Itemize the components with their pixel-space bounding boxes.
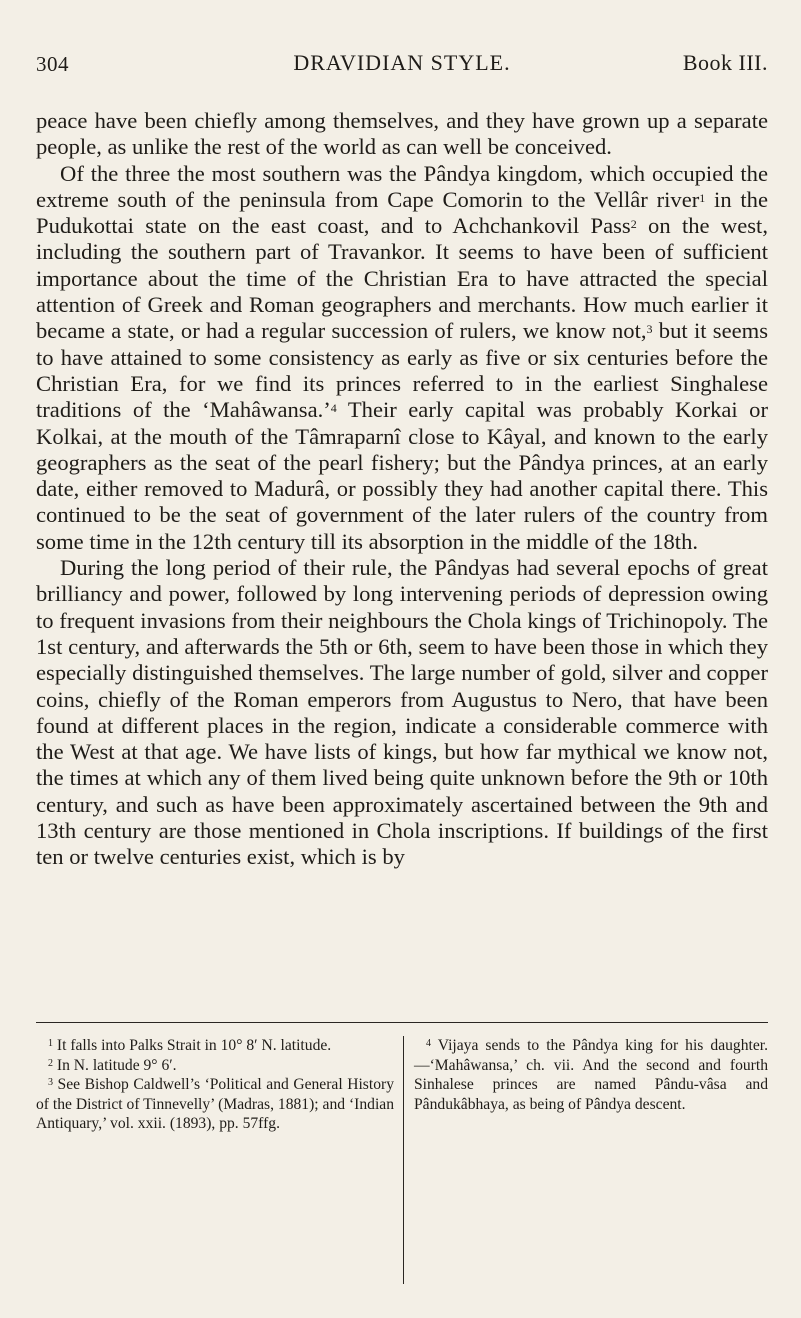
footnote-ref[interactable]: 3 — [646, 322, 653, 337]
running-head — [36, 44, 768, 84]
chapter-title: DRAVIDIAN STYLE. — [293, 50, 511, 75]
footnote-text: It falls into Palks Strait in 10° 8′ N. latitude. — [53, 1037, 332, 1054]
footnote-column-left — [36, 1036, 394, 1134]
footnote-text: See Bishop Caldwell’s ‘Political and General History of the District of Tinnevelly’ (Madras, 1881); and ‘Indian Antiquary,’ vol. xxii. (1893), pp. 57ffg. — [36, 1076, 394, 1132]
footnote-ref[interactable]: 1 — [699, 190, 706, 205]
footnote — [36, 1036, 394, 1056]
page-number: 304 — [36, 52, 69, 76]
footnote — [36, 1056, 394, 1076]
footnote-ref[interactable]: 4 — [330, 401, 337, 416]
footnote-ref[interactable]: 2 — [630, 217, 637, 232]
footnote — [414, 1036, 768, 1114]
paragraph — [36, 108, 768, 161]
paragraph-text: but it seems to have attained to some consistency as early as five or six centuries before the Christian Era, for we find its princes referred to in the earliest Singhalese traditions of the ‘Mahâwansa.’ — [36, 318, 769, 423]
footnote-mark: 2 — [48, 1057, 53, 1069]
footnote — [36, 1075, 394, 1134]
column-divider — [403, 1036, 404, 1284]
footnote-text: Vijaya sends to the Pândya king for his daughter.—‘Mahâwansa,’ ch. vii. And the second and fourth Sinhalese princes are named Pându-vâsa and Pândukâbhaya, as being of Pândya descent. — [414, 1037, 768, 1113]
footnote-mark: 1 — [48, 1038, 53, 1049]
footnote-mark: 4 — [426, 1038, 431, 1049]
body-text — [36, 108, 768, 871]
paragraph — [36, 161, 768, 555]
book-page — [36, 0, 768, 1318]
paragraph-text: peace have been chiefly among themselves, and they have grown up a separate people, as unlike the rest of the world as can well be conceived. — [36, 108, 768, 160]
paragraph-text: Of the three the most southern was the Pândya kingdom, which occupied the extreme south of the peninsula from Cape Comorin to the Vellâr river — [36, 160, 768, 212]
footnote-column-right — [414, 1036, 768, 1114]
paragraph-text: Their early capital was probably Korkai or Kolkai, at the mouth of the Tâmraparnî close to Kâyal, and known to the early geographers as the seat of the pearl fishery; but the Pândya princes, at an early date, either removed to Madurâ, or possibly they had another capital there. This continued to be the seat of government of the later rulers of the country from some time in the 12th century till its absorption in the middle of the 18th. — [36, 397, 768, 554]
paragraph-text: on the west, including the southern part of Travankor. It seems to have been of sufficient importance about the time of the Christian Era to have attracted the special attention of Greek and Roman geographers and merchants. How much earlier it became a state, or had a regular succession of rulers, we know not, — [36, 213, 768, 344]
footnote-text: In N. latitude 9° 6′. — [53, 1056, 177, 1074]
book-label: Book III. — [682, 50, 768, 75]
paragraph-text: in the Pudukottai state on the east coast, and to Achchankovil Pass — [36, 186, 768, 239]
paragraph-text: During the long period of their rule, the Pândyas had several epochs of great brilliancy and power, followed by long intervening periods of depression owing to frequent invasions from their neighbours the Chola kings of Trichinopoly. The 1st century, and afterwards the 5th or 6th, seem to have been those in which they especially distinguished themselves. The large number of gold, silver and copper coins, chiefly of the Roman emperors from Augustus to Nero, that have been found at different places in the region, indicate a considerable commerce with the West at that age. We have lists of kings, but how far mythical we know not, the times at which any of them lived being quite unknown before the 9th or 10th century, and such as have been approximately ascertained between the 9th and 13th century are those mentioned in Chola inscriptions. If buildings of the first ten or twelve centuries exist, which is by — [36, 555, 768, 870]
paragraph — [36, 555, 768, 871]
footnote-mark: 3 — [48, 1077, 53, 1088]
footnote-rule — [36, 1022, 768, 1023]
